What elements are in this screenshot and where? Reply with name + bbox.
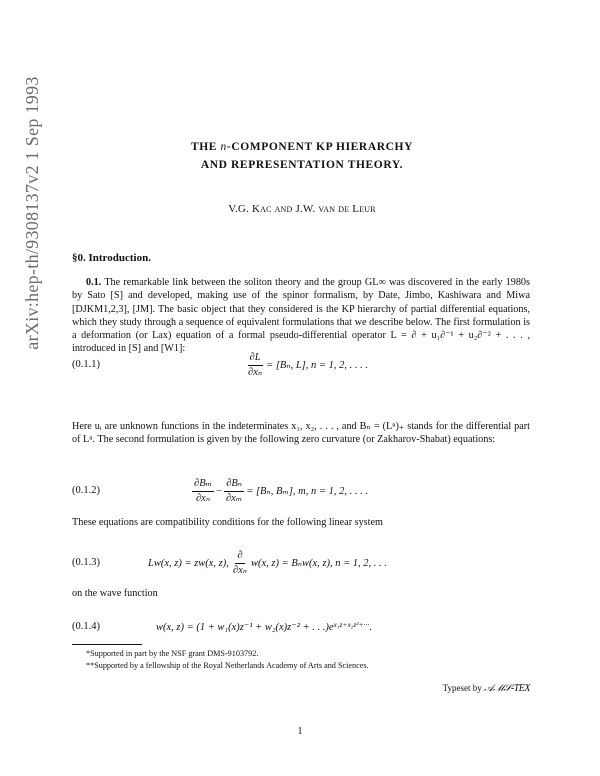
fraction-numerator: ∂Bₙ (224, 478, 244, 492)
equation-label: (0.1.4) (72, 621, 100, 632)
equation-body (190, 476, 368, 506)
equation-0-1-3 (72, 548, 532, 578)
fraction (231, 550, 249, 577)
fraction-1 (192, 478, 214, 505)
equation-lhs: Lw(x, z) = zw(x, z), (148, 557, 229, 569)
typeset-prefix: Typeset by (442, 683, 484, 693)
title-line-1-pre: THE (190, 141, 221, 153)
equation-rhs: = [Bₙ, L], n = 1, 2, . . . . (266, 360, 368, 371)
equation-main: w(x, z) = (1 + w₁(x)z⁻¹ + w₂(x)z⁻² + . . .)e (156, 622, 334, 633)
equation-rhs: w(x, z) = Bₙw(x, z), n = 1, 2, . . . (250, 558, 387, 569)
title-line-1-post: -COMPONENT KP HIERARCHY (226, 141, 413, 153)
footnote-2: **Supported by a fellowship of the Royal Netherlands Academy of Arts and Sciences. (86, 660, 369, 670)
equation-0-1-2 (72, 476, 532, 506)
typeset-credit (443, 683, 530, 694)
title-line-1 (72, 138, 532, 156)
paragraph-3 (72, 516, 530, 529)
fraction-numerator: ∂L (248, 352, 263, 366)
page-number: 1 (297, 726, 303, 737)
equation-label: (0.1.1) (72, 359, 100, 370)
paragraph-2 (72, 420, 530, 447)
fraction-denominator: ∂xₙ (232, 564, 247, 576)
equation-rhs: = [Bₙ, Bₘ], m, n = 1, 2, . . . . (246, 486, 368, 497)
fraction-denominator: ∂xₙ (195, 492, 211, 504)
paper-title (72, 138, 532, 174)
fraction (246, 352, 264, 379)
paragraph-2-text: Here uᵢ are unknown functions in the indeterminates x₁, x₂, . . . , and Bₙ = (Lⁿ)₊ stands for the differential part of Lⁿ. The second formulation is given by the following zero curvature (or Zakharov-Shabat) equations: (72, 421, 530, 446)
fraction-numerator: ∂ (235, 550, 244, 564)
minus-sign: − (216, 485, 222, 497)
paragraph-0-1-text: The remarkable link between the soliton theory and the group GL∞ was discovered in the early 1980s by Sato [S] and developed, making use of the spinor formalism, by Date, Jimbo, Kashiwara and Miwa [DJKM1,2,3], [JM]. The basic object that they considered is the KP hierarchy of partial differential equations, which they study through a sequence of equivalent formulations that we describe below. The first formulation is a deformation (or Lax) equation of a formal pseudo-differential operator L = ∂ + u₁∂⁻¹ + u₂∂⁻² + . . . , introduced in [S] and [W1]: (72, 277, 530, 355)
fraction-denominator: ∂xₘ (225, 492, 243, 504)
paragraph-number: 0.1. (86, 277, 102, 288)
title-line-2: AND REPRESENTATION THEORY. (200, 159, 404, 171)
equation-body (148, 548, 387, 578)
authors: V.G. Kac and J.W. van de Leur (228, 203, 376, 215)
title-line-1-italic: n (220, 141, 227, 153)
paragraph-4 (72, 587, 530, 600)
paragraph-3-text: These equations are compatibility conditions for the following linear system (72, 517, 383, 528)
footnote-divider (72, 644, 142, 645)
footnote-1: *Supported in part by the NSF grant DMS-9103792. (86, 649, 259, 658)
equation-label: (0.1.2) (72, 485, 100, 496)
paragraph-4-text: on the wave function (72, 588, 158, 599)
equation-0-1-1 (72, 350, 532, 380)
equation-end: . (369, 621, 372, 633)
equation-exponent: x₁z+x₂z²+··· (333, 619, 370, 629)
equation-body (156, 612, 372, 642)
ams-tex-logo: 𝒜ℳ𝒮-TEX (483, 683, 530, 694)
footnotes (72, 648, 532, 671)
equation-label: (0.1.3) (72, 557, 100, 568)
section-heading: §0. Introduction. (72, 252, 151, 264)
equation-0-1-4 (72, 612, 532, 642)
fraction-numerator: ∂Bₘ (192, 478, 214, 492)
paragraph-0-1 (72, 276, 530, 356)
fraction-2 (224, 478, 244, 505)
fraction-denominator: ∂xₙ (248, 366, 263, 378)
equation-body (244, 350, 368, 380)
arxiv-stamp-text: arXiv:hep-th/9308137v2 1 Sep 1993 (22, 76, 42, 350)
